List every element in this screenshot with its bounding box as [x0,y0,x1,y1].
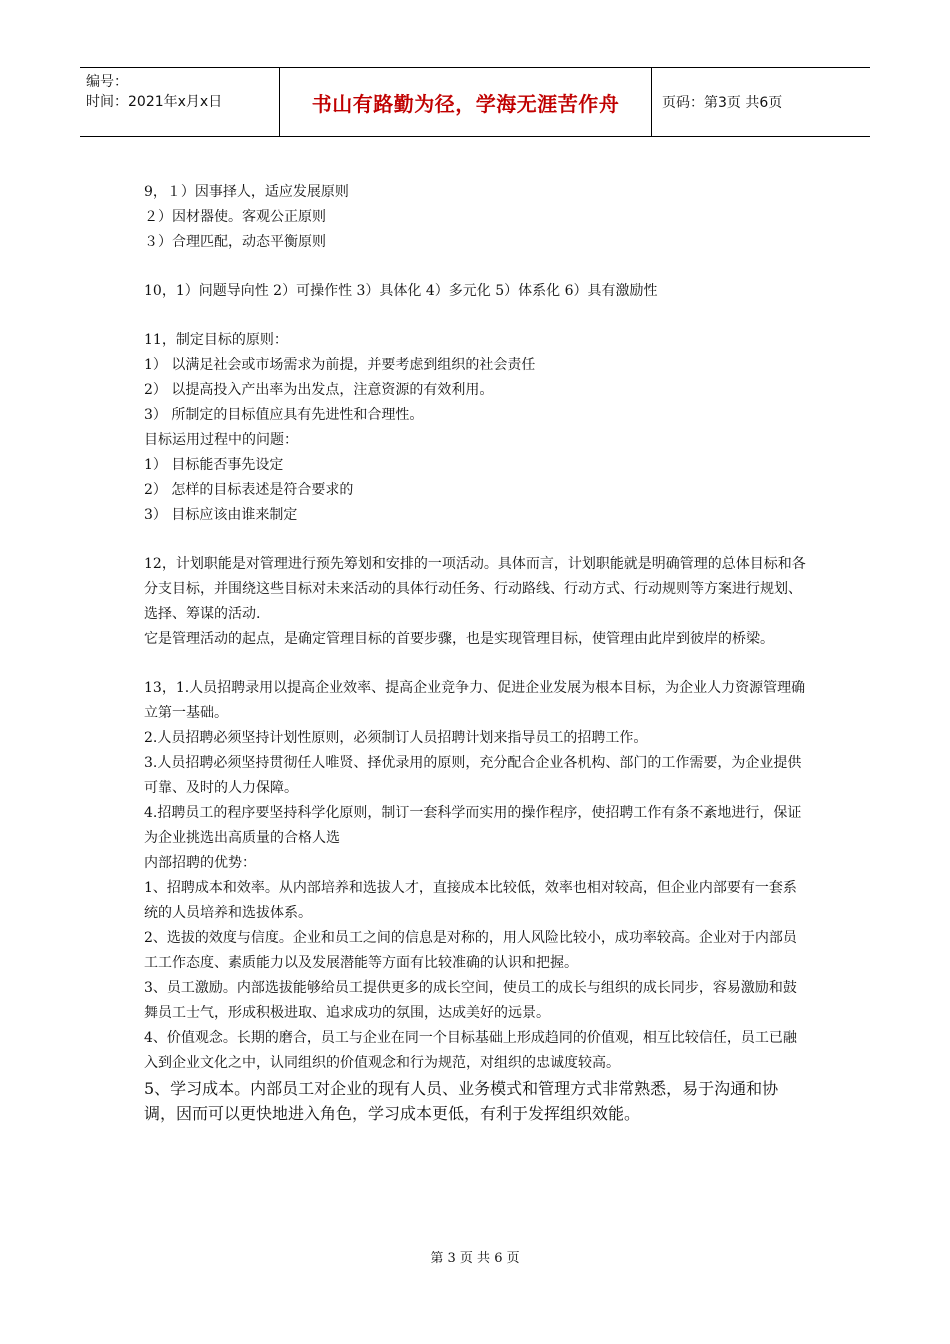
section-11 [144,328,809,528]
paragraph: ３）合理匹配，动态平衡原则 [144,234,326,250]
page-header [80,67,870,137]
paragraph: 11，制定目标的原则： [144,332,288,348]
header-page-info: 页码：第3页 共6页 [662,95,783,111]
paragraph: 3.人员招聘必须坚持贯彻任人唯贤、择优录用的原则，充分配合企业各机构、部门的工作需要，为企业提供可靠、及时的人力保障。 [144,755,802,796]
paragraph: 内部招聘的优势： [144,855,256,871]
paragraph: 1） 以满足社会或市场需求为前提，并要考虑到组织的社会责任 [144,357,536,373]
page-footer: 第 3 页 共 6 页 [430,1251,520,1266]
section-10 [144,279,809,304]
document-time-label: 时间：2021年x月x日 [86,94,223,110]
paragraph: 10，1）问题导向性 2）可操作性 3）具体化 4）多元化 5）体系化 6）具有激励性 [144,283,658,299]
document-body [144,180,809,1126]
section-12 [144,552,809,652]
section-9 [144,180,809,255]
paragraph: 2.人员招聘必须坚持计划性原则，必须制订人员招聘计划来指导员工的招聘工作。 [144,730,648,746]
paragraph: 目标运用过程中的问题： [144,432,298,448]
paragraph: 9，１）因事择人，适应发展原则 [144,184,349,200]
header-meta [80,68,280,136]
paragraph: 3） 所制定的目标值应具有先进性和合理性。 [144,407,424,423]
paragraph: 3、员工激励。内部选拔能够给员工提供更多的成长空间，使员工的成长与组织的成长同步，容易激励和鼓舞员工士气，形成积极进取、追求成功的氛围，达成美好的远景。 [144,980,797,1021]
paragraph: 2） 以提高投入产出率为出发点，注意资源的有效利用。 [144,382,494,398]
paragraph: 12，计划职能是对管理进行预先筹划和安排的一项活动。具体而言，计划职能就是明确管理的总体目标和各分支目标，并围绕这些目标对未来活动的具体行动任务、行动路线、行动方式、行动规则等方案进行规划、选择、筹谋的活动. [144,556,806,622]
paragraph: 4、价值观念。长期的磨合，员工与企业在同一个目标基础上形成趋同的价值观，相互比较信任，员工已融入到企业文化之中，认同组织的价值观念和行为规范，对组织的忠诚度较高。 [144,1030,797,1071]
paragraph: 4.招聘员工的程序要坚持科学化原则，制订一套科学而实用的操作程序，使招聘工作有条不紊地进行，保证为企业挑选出高质量的合格人选 [144,805,802,846]
paragraph: 1、招聘成本和效率。从内部培养和选拔人才，直接成本比较低，效率也相对较高，但企业内部要有一套系统的人员培养和选拔体系。 [144,880,797,921]
paragraph: 1） 目标能否事先设定 [144,457,284,473]
paragraph: 2） 怎样的目标表述是符合要求的 [144,482,354,498]
header-motto: 书山有路勤为径，学海无涯苦作舟 [280,68,652,136]
paragraph: 5、学习成本。内部员工对企业的现有人员、业务模式和管理方式非常熟悉，易于沟通和协调，因而可以更快地进入角色，学习成本更低，有利于发挥组织效能。 [144,1079,779,1123]
document-number-label: 编号： [86,74,128,90]
paragraph: 13，1.人员招聘录用以提高企业效率、提高企业竞争力、促进企业发展为根本目标，为企业人力资源管理确立第一基础。 [144,680,806,721]
paragraph: 它是管理活动的起点，是确定管理目标的首要步骤，也是实现管理目标，使管理由此岸到彼岸的桥梁。 [144,631,774,647]
section-13 [144,676,809,1126]
paragraph: ２）因材器使。客观公正原则 [144,209,326,225]
paragraph: 3） 目标应该由谁来制定 [144,507,298,523]
paragraph: 2、选拔的效度与信度。企业和员工之间的信息是对称的，用人风险比较小，成功率较高。企业对于内部员工工作态度、素质能力以及发展潜能等方面有比较准确的认识和把握。 [144,930,797,971]
